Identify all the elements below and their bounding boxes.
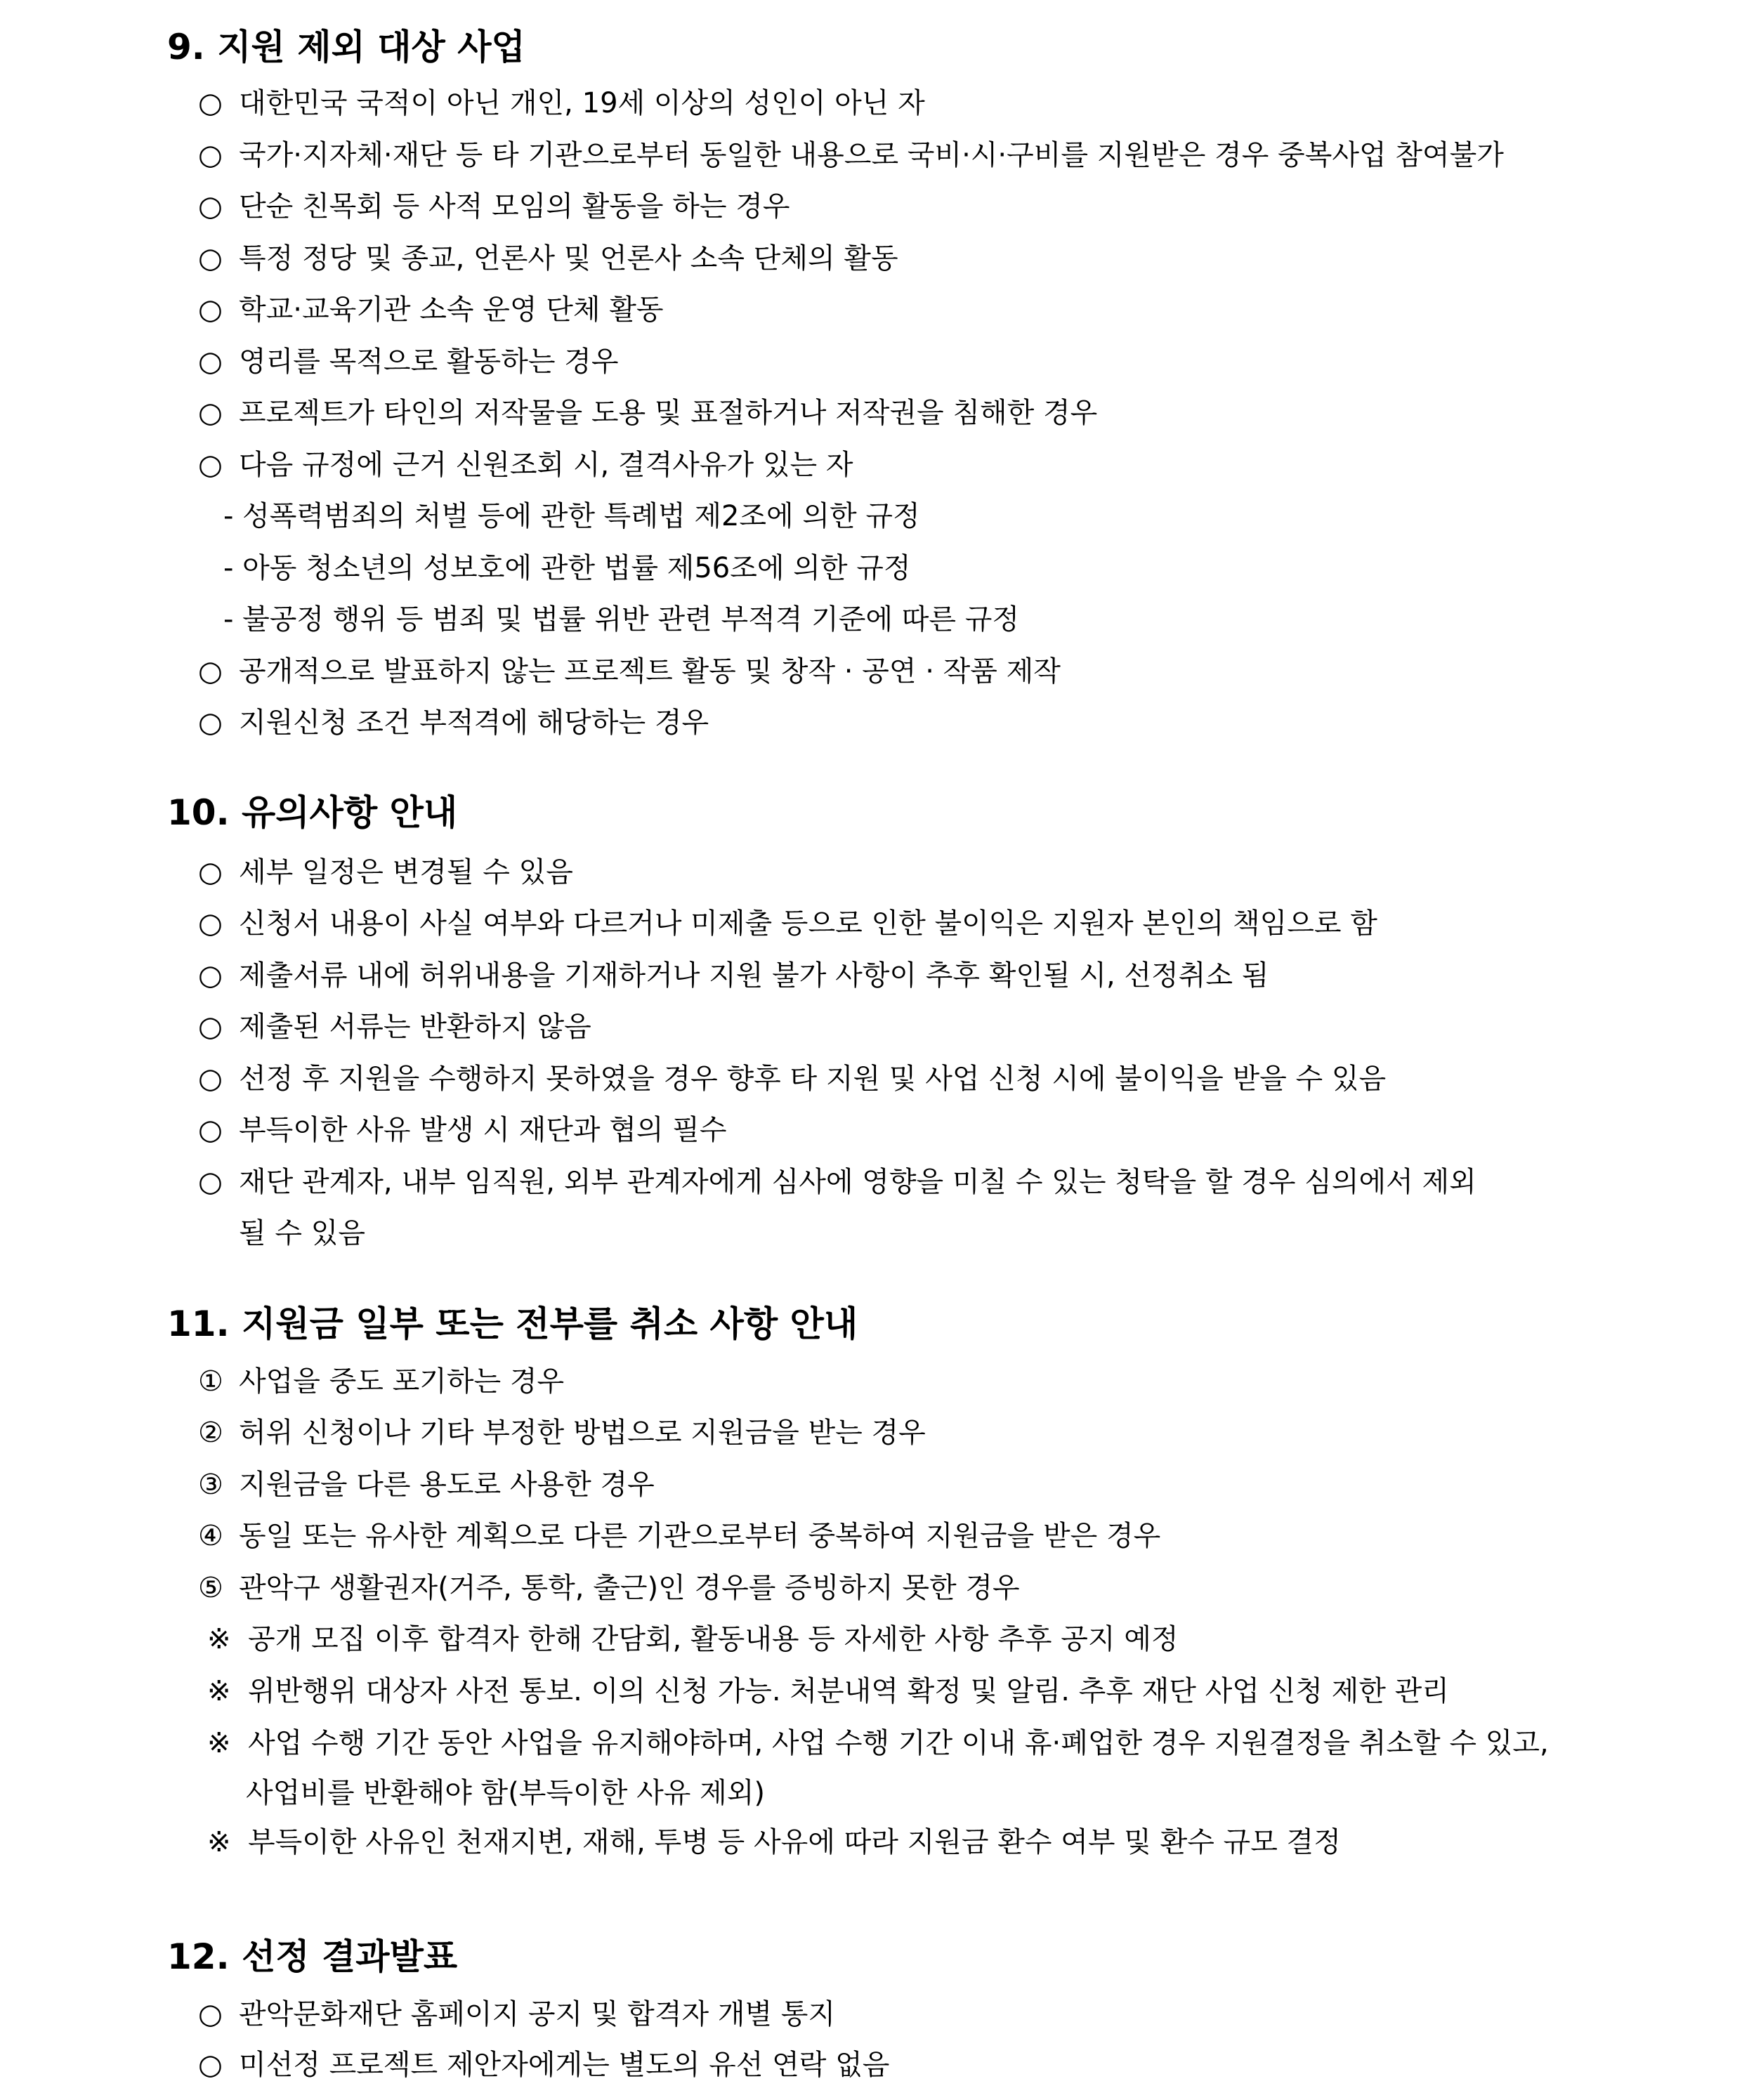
number-marker: ② bbox=[198, 1417, 223, 1449]
number-marker: ⑤ bbox=[198, 1572, 223, 1604]
circle-bullet-icon: ○ bbox=[198, 242, 223, 275]
list-item bbox=[198, 1997, 835, 2032]
item-text: 지원신청 조건 부적격에 해당하는 경우 bbox=[239, 707, 709, 739]
item-text: 허위 신청이나 기타 부정한 방법으로 지원금을 받는 경우 bbox=[239, 1417, 926, 1449]
note-text: 공개 모집 이후 합격자 한해 간담회, 활동내용 등 자세한 사항 추후 공지 예정 bbox=[248, 1623, 1179, 1655]
list-item bbox=[198, 958, 1269, 993]
item-text: 관악구 생활권자(거주, 통학, 출근)인 경우를 증빙하지 못한 경우 bbox=[239, 1572, 1020, 1604]
list-item bbox=[198, 1164, 1476, 1200]
item-text: 단순 친목회 등 사적 모임의 활동을 하는 경우 bbox=[239, 190, 790, 223]
circle-bullet-icon: ○ bbox=[198, 190, 223, 223]
item-text: 대한민국 국적이 아닌 개인, 19세 이상의 성인이 아닌 자 bbox=[239, 87, 925, 119]
item-text: 미선정 프로젝트 제안자에게는 별도의 유선 연락 없음 bbox=[239, 2049, 890, 2081]
circle-bullet-icon: ○ bbox=[198, 294, 223, 326]
circle-bullet-icon: ○ bbox=[198, 346, 223, 378]
item-text: 세부 일정은 변경될 수 있음 bbox=[239, 856, 573, 888]
circle-bullet-icon: ○ bbox=[198, 655, 223, 688]
item-text: 관악문화재단 홈페이지 공지 및 합격자 개별 통지 bbox=[239, 1998, 836, 2030]
sub-item: - 불공정 행위 등 범죄 및 법률 위반 관련 부적격 기준에 따른 규정 bbox=[223, 603, 1020, 636]
item-text: 재단 관계자, 내부 임직원, 외부 관계자에게 심사에 영향을 미칠 수 있는 청탁을 할 경우 심의에서 제외 bbox=[239, 1166, 1476, 1198]
circle-bullet-icon: ○ bbox=[198, 959, 223, 992]
reference-mark-icon: ※ bbox=[207, 1623, 231, 1655]
list-item bbox=[198, 1364, 564, 1399]
list-item bbox=[198, 1061, 1386, 1096]
list-item bbox=[198, 1113, 727, 1148]
circle-bullet-icon: ○ bbox=[198, 1998, 223, 2030]
list-item bbox=[198, 855, 573, 890]
item-text: 학교·교육기관 소속 운영 단체 활동 bbox=[239, 294, 664, 326]
item-text: 제출서류 내에 허위내용을 기재하거나 지원 불가 사항이 추후 확인될 시, 선정취소 됨 bbox=[239, 959, 1269, 992]
note-item bbox=[207, 1674, 1449, 1709]
list-item bbox=[198, 138, 1504, 173]
list-item bbox=[198, 1467, 655, 1502]
circle-bullet-icon: ○ bbox=[198, 397, 223, 429]
item-text: 신청서 내용이 사실 여부와 다르거나 미제출 등으로 인한 불이익은 지원자 본인의 책임으로 함 bbox=[239, 907, 1377, 940]
section-12-title: 12. 선정 결과발표 bbox=[167, 1936, 458, 1977]
list-item bbox=[198, 2047, 889, 2082]
item-text: 특정 정당 및 종교, 언론사 및 언론사 소속 단체의 활동 bbox=[239, 242, 898, 275]
note-item bbox=[207, 1825, 1341, 1860]
item-text: 지원금을 다른 용도로 사용한 경우 bbox=[239, 1469, 655, 1501]
reference-mark-icon: ※ bbox=[207, 1727, 231, 1759]
number-marker: ④ bbox=[198, 1520, 223, 1552]
note-text: 사업 수행 기간 동안 사업을 유지해야하며, 사업 수행 기간 이내 휴·폐업한 경우 지원결정을 취소할 수 있고, bbox=[248, 1727, 1549, 1759]
section-10-title: 10. 유의사항 안내 bbox=[167, 792, 458, 833]
list-item bbox=[198, 906, 1377, 941]
item-continuation: 될 수 있음 bbox=[239, 1217, 365, 1249]
circle-bullet-icon: ○ bbox=[198, 449, 223, 481]
circle-bullet-icon: ○ bbox=[198, 707, 223, 739]
note-continuation: 사업비를 반환해야 함(부득이한 사유 제외) bbox=[246, 1777, 765, 1809]
section-9-title: 9. 지원 제외 대상 사업 bbox=[167, 27, 525, 67]
item-text: 국가·지자체·재단 등 타 기관으로부터 동일한 내용으로 국비·시·구비를 지원받은 경우 중복사업 참여불가 bbox=[239, 139, 1504, 171]
list-item bbox=[198, 86, 925, 121]
reference-mark-icon: ※ bbox=[207, 1826, 231, 1858]
item-text: 사업을 중도 포기하는 경우 bbox=[239, 1365, 565, 1398]
circle-bullet-icon: ○ bbox=[198, 2049, 223, 2081]
number-marker: ③ bbox=[198, 1469, 223, 1501]
circle-bullet-icon: ○ bbox=[198, 1166, 223, 1198]
list-item bbox=[198, 1415, 926, 1450]
item-text: 제출된 서류는 반환하지 않음 bbox=[239, 1011, 591, 1043]
sub-item: - 성폭력범죄의 처벌 등에 관한 특례법 제2조에 의한 규정 bbox=[223, 500, 920, 532]
item-text: 공개적으로 발표하지 않는 프로젝트 활동 및 창작 · 공연 · 작품 제작 bbox=[239, 655, 1061, 688]
circle-bullet-icon: ○ bbox=[198, 1011, 223, 1043]
section-11-title: 11. 지원금 일부 또는 전부를 취소 사항 안내 bbox=[167, 1304, 858, 1344]
list-item bbox=[198, 292, 664, 327]
circle-bullet-icon: ○ bbox=[198, 1063, 223, 1095]
list-item bbox=[198, 1009, 591, 1044]
circle-bullet-icon: ○ bbox=[198, 856, 223, 888]
circle-bullet-icon: ○ bbox=[198, 1114, 223, 1146]
item-text: 다음 규정에 근거 신원조회 시, 결격사유가 있는 자 bbox=[239, 449, 853, 481]
list-item bbox=[198, 344, 618, 379]
list-item bbox=[198, 189, 790, 224]
circle-bullet-icon: ○ bbox=[198, 907, 223, 940]
item-text: 부득이한 사유 발생 시 재단과 협의 필수 bbox=[239, 1114, 727, 1146]
list-item bbox=[198, 395, 1097, 431]
reference-mark-icon: ※ bbox=[207, 1675, 231, 1707]
list-item bbox=[198, 1518, 1160, 1554]
number-marker: ① bbox=[198, 1365, 223, 1398]
note-item bbox=[207, 1622, 1179, 1657]
list-item bbox=[198, 1570, 1020, 1606]
circle-bullet-icon: ○ bbox=[198, 87, 223, 119]
note-text: 위반행위 대상자 사전 통보. 이의 신청 가능. 처분내역 확정 및 알림. 추후 재단 사업 신청 제한 관리 bbox=[248, 1675, 1449, 1707]
circle-bullet-icon: ○ bbox=[198, 139, 223, 171]
item-text: 영리를 목적으로 활동하는 경우 bbox=[239, 346, 619, 378]
list-item bbox=[198, 447, 853, 483]
item-text: 동일 또는 유사한 계획으로 다른 기관으로부터 중복하여 지원금을 받은 경우 bbox=[239, 1520, 1161, 1552]
list-item bbox=[198, 705, 709, 740]
sub-item: - 아동 청소년의 성보호에 관한 법률 제56조에 의한 규정 bbox=[223, 552, 911, 584]
item-text: 프로젝트가 타인의 저작물을 도용 및 표절하거나 저작권을 침해한 경우 bbox=[239, 397, 1098, 429]
list-item bbox=[198, 654, 1061, 689]
item-text: 선정 후 지원을 수행하지 못하였을 경우 향후 타 지원 및 사업 신청 시에 불이익을 받을 수 있음 bbox=[239, 1063, 1387, 1095]
note-text: 부득이한 사유인 천재지변, 재해, 투병 등 사유에 따라 지원금 환수 여부 및 환수 규모 결정 bbox=[248, 1826, 1341, 1858]
list-item bbox=[198, 241, 898, 276]
note-item bbox=[207, 1726, 1549, 1761]
